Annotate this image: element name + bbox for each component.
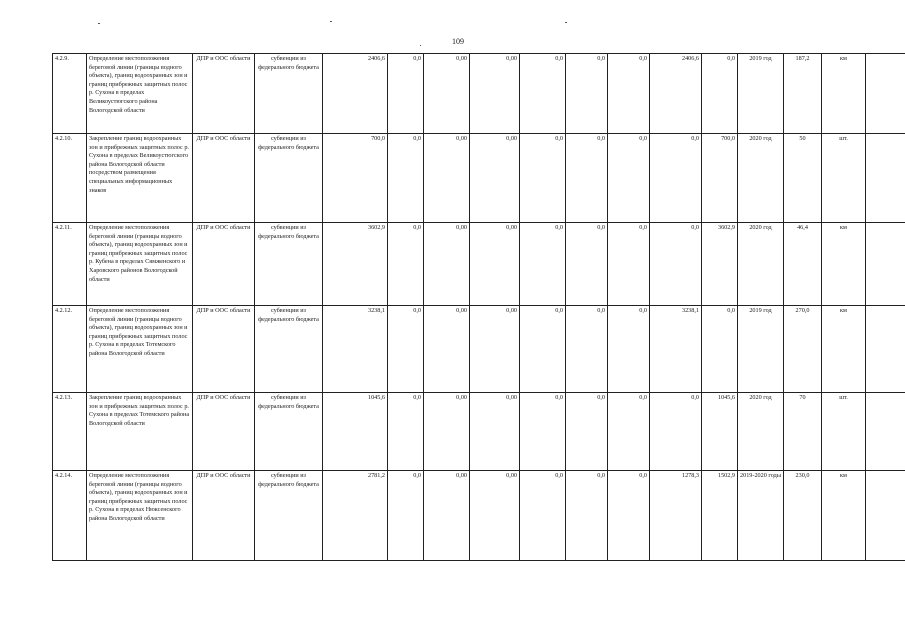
empty-cell: [866, 134, 905, 223]
deadline: 2020 год: [738, 134, 784, 223]
amount-col4: 0,00: [470, 306, 520, 393]
funding-source: субвенции из федерального бюджета: [255, 223, 323, 306]
amount-col3: 0,00: [424, 223, 470, 306]
amount-col6: 0,0: [566, 54, 608, 134]
amount-col7: 0,0: [608, 134, 650, 223]
amount-col7: 0,0: [608, 393, 650, 471]
unit: шт.: [822, 393, 866, 471]
empty-cell: [866, 54, 905, 134]
amount-col2: 0,0: [388, 54, 424, 134]
page-number: 109: [452, 37, 464, 46]
empty-cell: [866, 471, 905, 561]
amount-2019: 3238,1: [650, 306, 702, 393]
amount-col6: 0,0: [566, 306, 608, 393]
amount-2019: 2406,6: [650, 54, 702, 134]
table-row: [53, 223, 905, 306]
amount-total: 700,0: [323, 134, 388, 223]
amount-2019: 0,0: [650, 223, 702, 306]
amount-2019: 0,0: [650, 393, 702, 471]
amount-2020: 0,0: [702, 54, 738, 134]
measure-description: Определение местоположения береговой линии (границы водного объекта), границ водоохранных зон и границ прибрежных защитных полос р. Сухона в пределах Тотемского района Вологодской области: [87, 306, 193, 393]
measure-description: Закрепление границ водоохранных зон и прибрежных защитных полос р. Сухона в пределах Тотемского района Вологодской области: [87, 393, 193, 471]
executor: ДПР и ООС области: [193, 306, 255, 393]
funding-source: субвенции из федерального бюджета: [255, 471, 323, 561]
amount-col6: 0,0: [566, 393, 608, 471]
amount-col3: 0,00: [424, 393, 470, 471]
amount-col6: 0,0: [566, 134, 608, 223]
scan-speck: [98, 23, 100, 24]
amount-col3: 0,00: [424, 471, 470, 561]
table-row: [53, 393, 905, 471]
amount-total: 3602,9: [323, 223, 388, 306]
row-number: 4.2.9.: [53, 54, 87, 134]
table-row: [53, 54, 905, 134]
row-number: 4.2.10.: [53, 134, 87, 223]
row-number: 4.2.14.: [53, 471, 87, 561]
funding-source: субвенции из федерального бюджета: [255, 54, 323, 134]
amount-col5: 0,0: [520, 54, 566, 134]
quantity: 50: [784, 134, 822, 223]
measure-description: Определение местоположения береговой линии (границы водного объекта), границ водоохранных зон и границ прибрежных защитных полос р. Сухона в пределах Великоустюгского района Вологодской области: [87, 54, 193, 134]
deadline: 2020 год: [738, 393, 784, 471]
amount-2020: 3602,9: [702, 223, 738, 306]
amount-col7: 0,0: [608, 306, 650, 393]
measure-description: Определение местоположения береговой линии (границы водного объекта), границ водоохранных зон и границ прибрежных защитных полос р. Сухона в пределах Нюксенского района Вологодской области: [87, 471, 193, 561]
amount-col7: 0,0: [608, 54, 650, 134]
amount-col5: 0,0: [520, 223, 566, 306]
executor: ДПР и ООС области: [193, 54, 255, 134]
measures-table: [52, 53, 905, 561]
unit: км: [822, 54, 866, 134]
table-row: [53, 134, 905, 223]
amount-2020: 1045,6: [702, 393, 738, 471]
table-row: [53, 471, 905, 561]
amount-total: 2781,2: [323, 471, 388, 561]
amount-col7: 0,0: [608, 223, 650, 306]
executor: ДПР и ООС области: [193, 134, 255, 223]
deadline: 2019-2020 годы: [738, 471, 784, 561]
empty-cell: [866, 306, 905, 393]
measure-description: Определение местоположения береговой линии (границы водного объекта), границ водоохранных зон и границ прибрежных защитных полос р. Кубена в пределах Сямженского и Харовского районов Вологодской области: [87, 223, 193, 306]
executor: ДПР и ООС области: [193, 223, 255, 306]
amount-col4: 0,00: [470, 393, 520, 471]
amount-col3: 0,00: [424, 134, 470, 223]
amount-col6: 0,0: [566, 223, 608, 306]
executor: ДПР и ООС области: [193, 393, 255, 471]
amount-col2: 0,0: [388, 393, 424, 471]
deadline: 2019 год: [738, 306, 784, 393]
row-number: 4.2.11.: [53, 223, 87, 306]
amount-col6: 0,0: [566, 471, 608, 561]
amount-col5: 0,0: [520, 471, 566, 561]
table-row: [53, 306, 905, 393]
amount-col5: 0,0: [520, 393, 566, 471]
amount-col4: 0,00: [470, 134, 520, 223]
amount-total: 3238,1: [323, 306, 388, 393]
funding-source: субвенции из федерального бюджета: [255, 393, 323, 471]
amount-col2: 0,0: [388, 471, 424, 561]
executor: ДПР и ООС области: [193, 471, 255, 561]
unit: шт.: [822, 134, 866, 223]
scan-speck: [330, 21, 332, 22]
amount-total: 1045,6: [323, 393, 388, 471]
amount-col2: 0,0: [388, 134, 424, 223]
empty-cell: [866, 223, 905, 306]
row-number: 4.2.13.: [53, 393, 87, 471]
amount-2020: 700,0: [702, 134, 738, 223]
amount-2019: 0,0: [650, 134, 702, 223]
amount-col4: 0,00: [470, 471, 520, 561]
amount-col7: 0,0: [608, 471, 650, 561]
quantity: 70: [784, 393, 822, 471]
amount-total: 2406,6: [323, 54, 388, 134]
amount-col2: 0,0: [388, 306, 424, 393]
funding-source: субвенции из федерального бюджета: [255, 306, 323, 393]
amount-col4: 0,00: [470, 223, 520, 306]
quantity: 230,0: [784, 471, 822, 561]
row-number: 4.2.12.: [53, 306, 87, 393]
deadline: 2020 год: [738, 223, 784, 306]
amount-2020: 0,0: [702, 306, 738, 393]
deadline: 2019 год: [738, 54, 784, 134]
unit: км: [822, 471, 866, 561]
amount-col4: 0,00: [470, 54, 520, 134]
amount-col5: 0,0: [520, 134, 566, 223]
amount-col3: 0,00: [424, 54, 470, 134]
scan-speck: [565, 22, 567, 23]
amount-col5: 0,0: [520, 306, 566, 393]
empty-cell: [866, 393, 905, 471]
measure-description: Закрепление границ водоохранных зон и прибрежных защитных полос р. Сухона в пределах Великоустюгского района Вологодской области посредством размещения специальных информационных знаков: [87, 134, 193, 223]
quantity: 187,2: [784, 54, 822, 134]
quantity: 270,0: [784, 306, 822, 393]
amount-col3: 0,00: [424, 306, 470, 393]
funding-source: субвенции из федерального бюджета: [255, 134, 323, 223]
unit: км: [822, 306, 866, 393]
unit: км: [822, 223, 866, 306]
amount-col2: 0,0: [388, 223, 424, 306]
quantity: 46,4: [784, 223, 822, 306]
amount-2020: 1502,9: [702, 471, 738, 561]
amount-2019: 1278,3: [650, 471, 702, 561]
scan-speck: [420, 45, 421, 46]
